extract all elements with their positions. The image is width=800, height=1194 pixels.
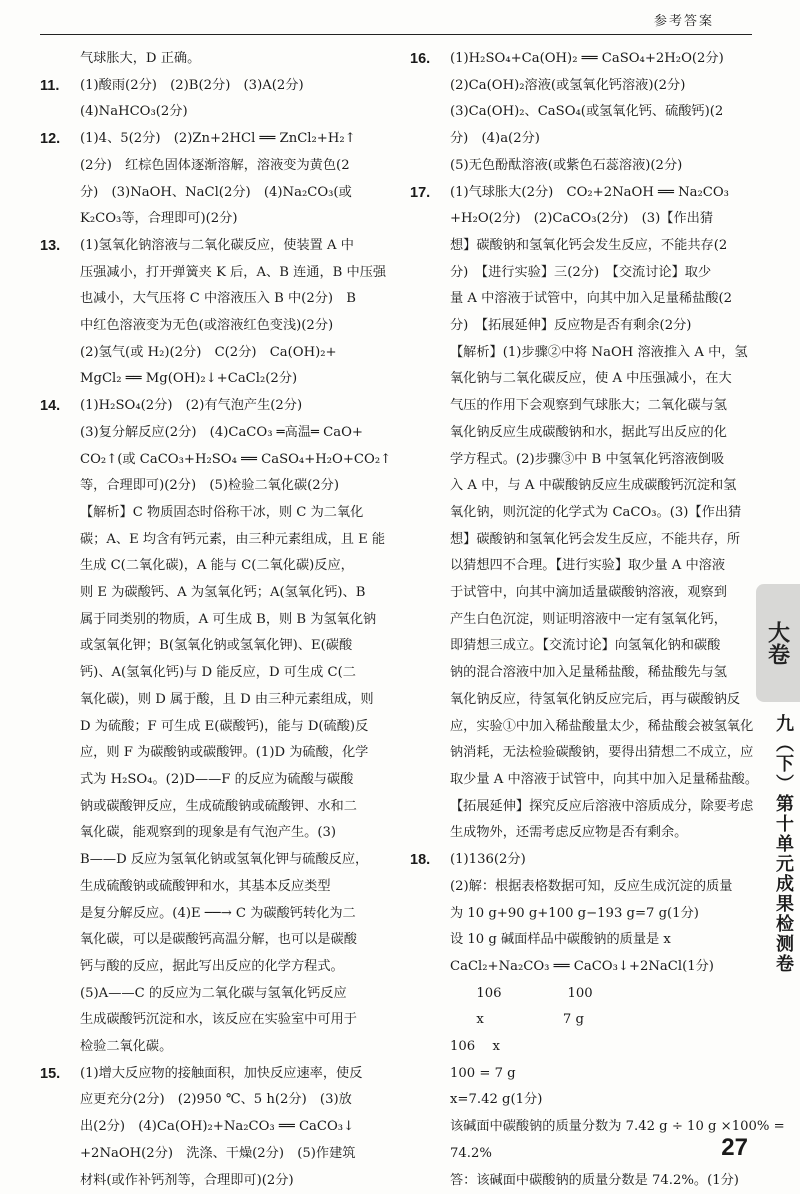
question-number: 12. xyxy=(40,131,61,148)
answer-line: 该碱面中碳酸钠的质量分数为 7.42 g ÷ 10 g ×100% = xyxy=(450,1119,785,1135)
answer-line: 即猜想三成立。【交流讨论】向氢氧化钠和碳酸 xyxy=(450,638,721,654)
answer-line: (1)增大反应物的接触面积，加快反应速率，使反 xyxy=(80,1065,363,1081)
answer-line: (1)H₂SO₄+Ca(OH)₂ ══ CaSO₄+2H₂O(2分) xyxy=(450,51,724,66)
answer-line: 生成硫酸钠或硫酸钾和水，其基本反应类型 xyxy=(80,878,331,894)
sidebar-text: 九（下）第十单元成果检测卷 xyxy=(773,714,794,974)
answer-line: (1)氢氧化钠溶液与二氧化碳反应，使装置 A 中 xyxy=(80,237,354,253)
answer-line: 属于同类别的物质，A 可生成 B，则 B 为氢氧化钠 xyxy=(80,611,377,627)
answer-line: 检验二氧化碳。 xyxy=(80,1039,173,1055)
answer-line: CO₂↑(或 CaCO₃+H₂SO₄ ══ CaSO₄+H₂O+CO₂↑ xyxy=(80,451,392,467)
question-block xyxy=(40,1061,386,1194)
answer-line: 【解析】C 物质固态时俗称干冰，则 C 为二氧化 xyxy=(80,504,364,520)
answer-line: 答：该碱面中碳酸钠的质量分数是 74.2%。(1分) xyxy=(450,1172,739,1188)
answer-line: 钠的混合溶液中加入足量稀盐酸，稀盐酸先与氢 xyxy=(450,665,727,681)
answer-line: (1)H₂SO₄(2分) (2)有气泡产生(2分) xyxy=(80,398,303,414)
answer-line: 钙)、A(氢氧化钙)与 D 能反应，D 可生成 C(二 xyxy=(80,665,356,681)
question-number: 16. xyxy=(410,51,431,67)
answer-line: (2)氢气(或 H₂)(2分) C(2分) Ca(OH)₂+ xyxy=(80,344,337,360)
answer-line: 氧化碳，可以是碳酸钙高温分解，也可以是碳酸 xyxy=(80,932,357,948)
question-block xyxy=(40,46,386,73)
answer-line: (1)4、5(2分) (2)Zn+2HCl ══ ZnCl₂+H₂↑ xyxy=(80,131,356,147)
answer-line: 氧化碳，能观察到的现象是有气泡产生。(3) xyxy=(80,825,337,841)
answer-line: (3)复分解反应(2分) (4)CaCO₃ ═高温═ CaO+ xyxy=(80,424,363,440)
answer-line: 钠或碳酸钾反应，生成硫酸钠或硫酸钾、水和二 xyxy=(80,798,357,814)
answer-line: 压强减小，打开弹簧夹 K 后，A、B 连通，B 中压强 xyxy=(80,264,387,280)
page-number: 27 xyxy=(721,1134,748,1161)
question-number: 18. xyxy=(410,852,431,869)
answer-line: (5)A——C 的反应为二氧化碳与氢氧化钙反应 xyxy=(80,985,347,1001)
answer-line: 碳；A、E 均含有钙元素，由三种元素组成，且 E 能 xyxy=(80,531,386,547)
question-number: 11. xyxy=(40,77,60,94)
answer-line: +2NaOH(2分) 洗涤、干燥(2分) (5)作建筑 xyxy=(80,1145,356,1161)
answer-line: 式为 H₂SO₄。(2)D——F 的反应为硫酸与碳酸 xyxy=(80,771,354,787)
answer-line: 分) (3)NaOH、NaCl(2分) (4)Na₂CO₃(或 xyxy=(80,184,352,200)
answer-line: K₂CO₃等，合理即可)(2分) xyxy=(80,211,238,227)
question-block xyxy=(40,233,386,393)
answer-line: 氧化碳)，则 D 属于酸，且 D 由三种元素组成，则 xyxy=(80,691,374,707)
question-number: 13. xyxy=(40,237,61,254)
answer-line: (2)解：根据表格数据可知，反应生成沉淀的质量 xyxy=(450,878,733,894)
answer-line: (4)NaHCO₃(2分) xyxy=(80,104,188,120)
question-number: 15. xyxy=(40,1065,61,1082)
page-header: 参考答案 xyxy=(653,14,714,29)
question-block xyxy=(40,126,386,233)
answer-line: 【拓展延伸】探究反应后溶液中溶质成分，除要考虑 xyxy=(450,798,754,814)
answer-line: x=7.42 g(1分) xyxy=(450,1092,543,1108)
question-number: 17. xyxy=(410,184,431,201)
answer-line: +H₂O(2分) (2)CaCO₃(2分) (3)【作出猜 xyxy=(450,211,714,227)
answer-text xyxy=(80,393,391,1061)
answer-line: x 7 g xyxy=(450,1012,584,1028)
answer-line: 氧化钠反应，待氢氧化钠反应完后，再与碳酸钠反 xyxy=(450,691,741,707)
answer-line: 为 10 g+90 g+100 g−193 g=7 g(1分) xyxy=(450,905,699,921)
answer-line: 100 = 7 g xyxy=(450,1065,516,1081)
answer-line: (1)136(2分) xyxy=(450,852,526,868)
answer-line: 出(2分) (4)Ca(OH)₂+Na₂CO₃ ══ CaCO₃↓ xyxy=(80,1119,355,1135)
question-block xyxy=(410,46,724,180)
answer-line: (1)气球胀大(2分) CO₂+2NaOH ══ Na₂CO₃ xyxy=(450,184,729,200)
answer-line: 应，则 F 为碳酸钠或碳酸钾。(1)D 为硫酸，化学 xyxy=(80,745,369,761)
answer-text xyxy=(80,73,386,126)
answer-line: 材料(或作补钙剂等，合理即可)(2分) xyxy=(80,1172,294,1188)
answer-line: 应，实验①中加入稀盐酸量太少，稀盐酸会被氢氧化 xyxy=(450,718,754,734)
question-block xyxy=(40,73,386,126)
answer-text xyxy=(450,46,724,180)
answer-line: 想】碳酸钠和氢氧化钙会发生反应，不能共存(2 xyxy=(450,237,728,253)
answer-line: 气压的作用下会观察到气球胀大；二氧化碳与氢 xyxy=(450,398,727,414)
answer-line: 氧化钠反应生成碳酸钠和水，据此写出反应的化 xyxy=(450,424,727,440)
answer-line: 分) 【进行实验】三(2分) 【交流讨论】取少 xyxy=(450,264,712,280)
answer-line: 学方程式。(2)步骤③中 B 中氢氧化钙溶液倒吸 xyxy=(450,451,725,467)
answer-line: 应更充分(2分) (2)950 ℃、5 h(2分) (3)放 xyxy=(80,1092,352,1108)
answer-line: 等，合理即可)(2分) (5)检验二氧化碳(2分) xyxy=(80,478,339,494)
answer-text xyxy=(80,233,386,393)
answer-line: 106 x xyxy=(450,1039,500,1055)
answer-text xyxy=(80,126,386,233)
answer-line: (1)酸雨(2分) (2)B(2分) (3)A(2分) xyxy=(80,77,304,93)
answer-line: 【解析】(1)步骤②中将 NaOH 溶液推入 A 中，氢 xyxy=(450,344,748,360)
answer-text xyxy=(80,46,386,73)
answer-line: (5)无色酚酞溶液(或紫色石蕊溶液)(2分) xyxy=(450,157,683,173)
answer-line: 或氢氧化钾；B(氢氧化钠或氢氧化钾)、E(碳酸 xyxy=(80,638,353,654)
answer-line: (2)Ca(OH)₂溶液(或氢氧化钙溶液)(2分) xyxy=(450,77,686,93)
answer-line: 106 100 xyxy=(450,985,593,1001)
header-rule xyxy=(40,34,752,35)
answer-line: 生成物外，还需考虑反应物是否有剩余。 xyxy=(450,825,688,841)
answer-line: 取少量 A 中溶液于试管中，向其中加入足量稀盐酸。 xyxy=(450,771,759,787)
answer-line: B——D 反应为氢氧化钠或氢氧化钾与硫酸反应， xyxy=(80,852,369,868)
answer-line: (2分) 红棕色固体逐渐溶解，溶液变为黄色(2 xyxy=(80,157,350,173)
answer-line: 氧化钠，则沉淀的化学式为 CaCO₃。(3)【作出猜 xyxy=(450,504,742,520)
question-block xyxy=(40,393,392,1061)
answer-line: MgCl₂ ══ Mg(OH)₂↓+CaCl₂(2分) xyxy=(80,371,298,387)
answer-line: D 为硫酸；F 可生成 E(碳酸钙)，能与 D(硫酸)反 xyxy=(80,718,369,734)
answer-line: 74.2% xyxy=(450,1145,492,1161)
answer-line: 钠消耗，无法检验碳酸钠，要得出猜想二不成立，应 xyxy=(450,745,754,761)
answer-line: 钙与酸的反应，据此写出反应的化学方程式。 xyxy=(80,958,344,974)
answer-line: 量 A 中溶液于试管中，向其中加入足量稀盐酸(2 xyxy=(450,291,733,307)
answer-line: CaCl₂+Na₂CO₃ ══ CaCO₃↓+2NaCl(1分) xyxy=(450,958,714,974)
answer-line: 则 E 为碳酸钙、A 为氢氧化钙；A(氢氧化钙)、B xyxy=(80,585,366,601)
answer-text xyxy=(450,180,758,848)
answer-line: 产生白色沉淀，则证明溶液中一定有氢氧化钙， xyxy=(450,611,727,627)
answer-line: 气球胀大，D 正确。 xyxy=(80,51,201,66)
answer-line: 设 10 g 碱面样品中碳酸钠的质量是 x xyxy=(450,932,671,948)
answer-line: 入 A 中，与 A 中碳酸钠反应生成碳酸钙沉淀和氢 xyxy=(450,478,737,494)
sidebar-tab: 大卷 xyxy=(756,584,800,702)
answer-line: 中红色溶液变为无色(或溶液红色变浅)(2分) xyxy=(80,318,334,334)
answer-line: 想】碳酸钠和氢氧化钙会发生反应，不能共存，所 xyxy=(450,531,741,547)
answer-line: 氧化钠与二氧化碳反应，使 A 中压强减小，在大 xyxy=(450,371,732,387)
sidebar xyxy=(752,584,800,1166)
answer-line: 生成碳酸钙沉淀和水，该反应在实验室中可用于 xyxy=(80,1012,357,1028)
question-block xyxy=(410,180,759,848)
answer-line: 生成 C(二氧化碳)，A 能与 C(二氧化碳)反应， xyxy=(80,558,354,574)
answer-line: 是复分解反应。(4)E ──→ C 为碳酸钙转化为二 xyxy=(80,905,356,921)
answer-line: 分) 【拓展延伸】反应物是否有剩余(2分) xyxy=(450,318,692,334)
answer-line: 分) (4)a(2分) xyxy=(450,131,540,147)
answer-line: 也减小，大气压将 C 中溶液压入 B 中(2分) B xyxy=(80,291,356,307)
question-number: 14. xyxy=(40,398,61,415)
answer-line: (3)Ca(OH)₂、CaSO₄(或氢氧化钙、硫酸钙)(2 xyxy=(450,104,724,120)
answer-line: 于试管中，向其中滴加适量碳酸钠溶液，观察到 xyxy=(450,585,727,601)
answer-text xyxy=(80,1061,386,1194)
left-column xyxy=(40,46,392,1194)
answer-line: 以猜想四不合理。【进行实验】取少量 A 中溶液 xyxy=(450,558,726,574)
